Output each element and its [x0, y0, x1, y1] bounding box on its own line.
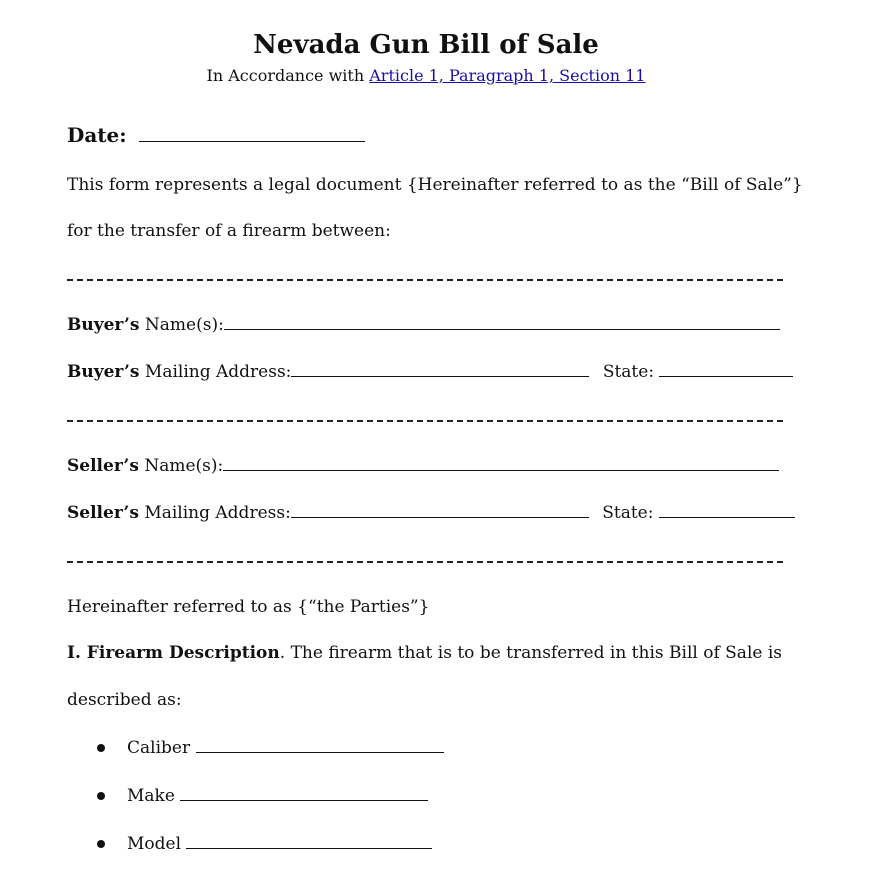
buyer-address-label: Mailing Address: — [144, 362, 292, 382]
seller-address-field[interactable] — [291, 503, 589, 518]
section1-line-1 — [67, 643, 782, 663]
seller-label: Seller’s — [67, 456, 139, 476]
caliber-label: Caliber — [127, 738, 191, 758]
date-label: Date: — [67, 123, 127, 147]
buyer-name-row — [67, 315, 780, 335]
seller-state-label: State: — [602, 503, 654, 523]
buyer-name-label: Name(s): — [144, 315, 224, 335]
section-divider — [67, 279, 783, 281]
seller-label: Seller’s — [67, 503, 139, 523]
model-label: Model — [127, 834, 182, 854]
bullet-icon — [97, 792, 105, 800]
parties-line: Hereinafter referred to as {“the Parties”} — [67, 597, 430, 617]
date-field[interactable] — [139, 127, 365, 142]
model-row — [127, 834, 432, 854]
intro-line-2: for the transfer of a firearm between: — [67, 221, 391, 241]
subtitle-prefix: In Accordance with — [206, 66, 365, 85]
buyer-label: Buyer’s — [67, 362, 140, 382]
seller-address-row — [67, 503, 795, 523]
buyer-state-field[interactable] — [659, 362, 793, 377]
seller-name-row — [67, 456, 779, 476]
bullet-icon — [97, 840, 105, 848]
section1-heading: I. Firearm Description — [67, 643, 280, 663]
section-divider — [67, 561, 783, 563]
seller-name-field[interactable] — [223, 456, 779, 471]
caliber-field[interactable] — [196, 738, 444, 753]
buyer-address-row — [67, 362, 793, 382]
date-row — [67, 123, 365, 147]
buyer-name-field[interactable] — [224, 315, 780, 330]
caliber-row — [127, 738, 444, 758]
model-field[interactable] — [186, 834, 432, 849]
seller-address-label: Mailing Address: — [144, 503, 291, 523]
make-row — [127, 786, 428, 806]
buyer-label: Buyer’s — [67, 315, 140, 335]
buyer-state-label: State: — [602, 362, 655, 382]
seller-state-field[interactable] — [659, 503, 795, 518]
bullet-icon — [97, 744, 105, 752]
section1-line-2: described as: — [67, 690, 182, 710]
statute-link[interactable]: Article 1, Paragraph 1, Section 11 — [369, 66, 646, 85]
section1-text: . The firearm that is to be transferred in this Bill of Sale is — [279, 643, 783, 663]
section-divider — [67, 420, 783, 422]
document-title: Nevada Gun Bill of Sale — [253, 30, 599, 60]
make-field[interactable] — [180, 786, 428, 801]
make-label: Make — [127, 786, 175, 806]
intro-line-1: This form represents a legal document {Hereinafter referred to as the “Bill of Sale”} — [67, 175, 803, 195]
seller-name-label: Name(s): — [144, 456, 224, 476]
document-subtitle — [0, 66, 852, 85]
buyer-address-field[interactable] — [291, 362, 589, 377]
